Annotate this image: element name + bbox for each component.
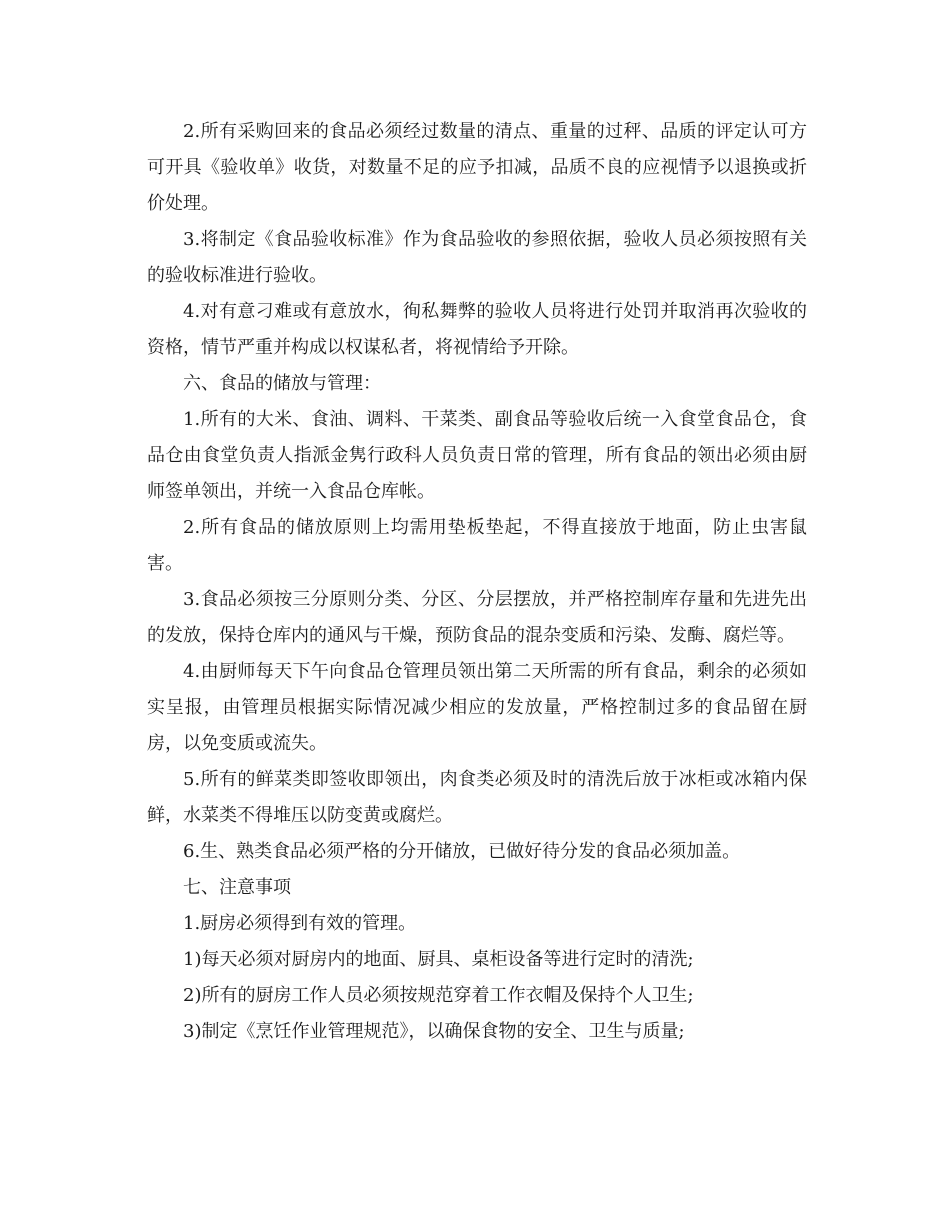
paragraph-acceptance-4: 4.对有意刁难或有意放水，徇私舞弊的验收人员将进行处罚并取消再次验收的资格，情节严重并构成以权谋私者，将视情给予开除。 bbox=[147, 301, 807, 358]
paragraph-storage-2: 2.所有食品的储放原则上均需用垫板垫起，不得直接放于地面，防止虫害鼠害。 bbox=[147, 517, 807, 574]
paragraph-notes-1-2: 2)所有的厨房工作人员必须按规范穿着工作衣帽及保持个人卫生; bbox=[183, 985, 694, 1006]
paragraph-storage-5: 5.所有的鲜菜类即签收即领出，肉食类必须及时的清洗后放于冰柜或冰箱内保鲜，水菜类不得堆压以防变黄或腐烂。 bbox=[147, 769, 807, 826]
section-heading-notes: 七、注意事项 bbox=[183, 877, 291, 898]
paragraph-storage-6: 6.生、熟类食品必须严格的分开储放，已做好待分发的食品必须加盖。 bbox=[183, 841, 741, 862]
paragraph-notes-1-3: 3)制定《烹饪作业管理规范》，以确保食物的安全、卫生与质量; bbox=[183, 1021, 685, 1042]
document-body bbox=[147, 114, 807, 1050]
paragraph-notes-1-1: 1)每天必须对厨房内的地面、厨具、桌柜设备等进行定时的清洗; bbox=[183, 949, 694, 970]
section-heading-storage: 六、食品的储放与管理： bbox=[183, 373, 381, 394]
paragraph-acceptance-2: 2.所有采购回来的食品必须经过数量的清点、重量的过秤、品质的评定认可方可开具《验收单》收货，对数量不足的应予扣减，品质不良的应视情予以退换或折价处理。 bbox=[147, 121, 807, 214]
paragraph-acceptance-3: 3.将制定《食品验收标准》作为食品验收的参照依据，验收人员必须按照有关的验收标准进行验收。 bbox=[147, 229, 807, 286]
paragraph-storage-4: 4.由厨师每天下午向食品仓管理员领出第二天所需的所有食品，剩余的必须如实呈报，由管理员根据实际情况减少相应的发放量，严格控制过多的食品留在厨房，以免变质或流失。 bbox=[147, 661, 807, 754]
paragraph-notes-1: 1.厨房必须得到有效的管理。 bbox=[183, 913, 417, 934]
paragraph-storage-3: 3.食品必须按三分原则分类、分区、分层摆放，并严格控制库存量和先进先出的发放，保持仓库内的通风与干燥，预防食品的混杂变质和污染、发酶、腐烂等。 bbox=[147, 589, 807, 646]
paragraph-storage-1: 1.所有的大米、食油、调料、干菜类、副食品等验收后统一入食堂食品仓，食品仓由食堂负责人指派金隽行政科人员负责日常的管理，所有食品的领出必须由厨师签单领出，并统一入食品仓库帐。 bbox=[147, 409, 807, 502]
